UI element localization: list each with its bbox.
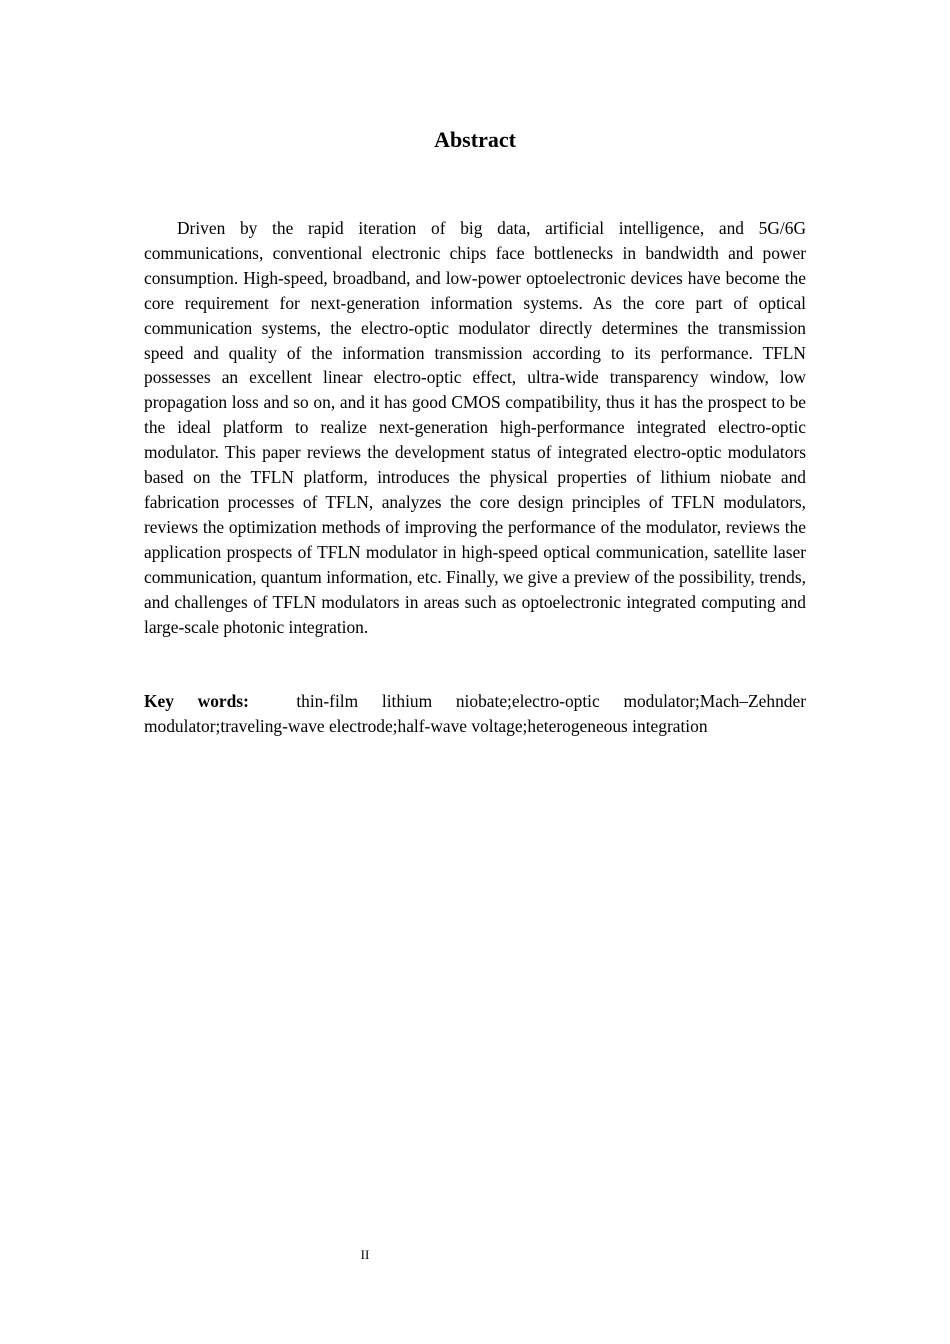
abstract-paragraph: Driven by the rapid iteration of big data, artificial intelligence, and 5G/6G communications, conventional electronic chips face bottlenecks in bandwidth and power consumption. High-speed, broadband, and low-power optoelectronic devices have become the core requirement for next-generation information systems. As the core part of optical communication systems, the electro-optic modulator directly determines the transmission speed and quality of the information transmission according to its performance. TFLN possesses an excellent linear electro-optic effect, ultra-wide transparency window, low propagation loss and so on, and it has good CMOS compatibility, thus it has the prospect to be the ideal platform to realize next-generation high-performance integrated electro-optic modulator. This paper reviews the development status of integrated electro-optic modulators based on the TFLN platform, introduces the physical properties of lithium niobate and fabrication processes of TFLN, analyzes the core design principles of TFLN modulators, reviews the optimization methods of improving the performance of the modulator, reviews the application prospects of TFLN modulator in high-speed optical communication, satellite laser communication, quantum information, etc. Finally, we give a preview of the possibility, trends, and challenges of TFLN modulators in areas such as optoelectronic integrated computing and large-scale photonic integration. bbox=[144, 218, 806, 637]
keywords-list: thin-film lithium niobate;electro-optic modulator;Mach–Zehnder modulator;traveling-wave electrode;half-wave voltage;heterogeneous integration bbox=[144, 691, 806, 736]
keywords-paragraph bbox=[144, 689, 806, 739]
page-number: II bbox=[360, 1247, 370, 1262]
page-title: Abstract bbox=[434, 127, 516, 152]
keywords-label: Key words: bbox=[144, 691, 249, 711]
